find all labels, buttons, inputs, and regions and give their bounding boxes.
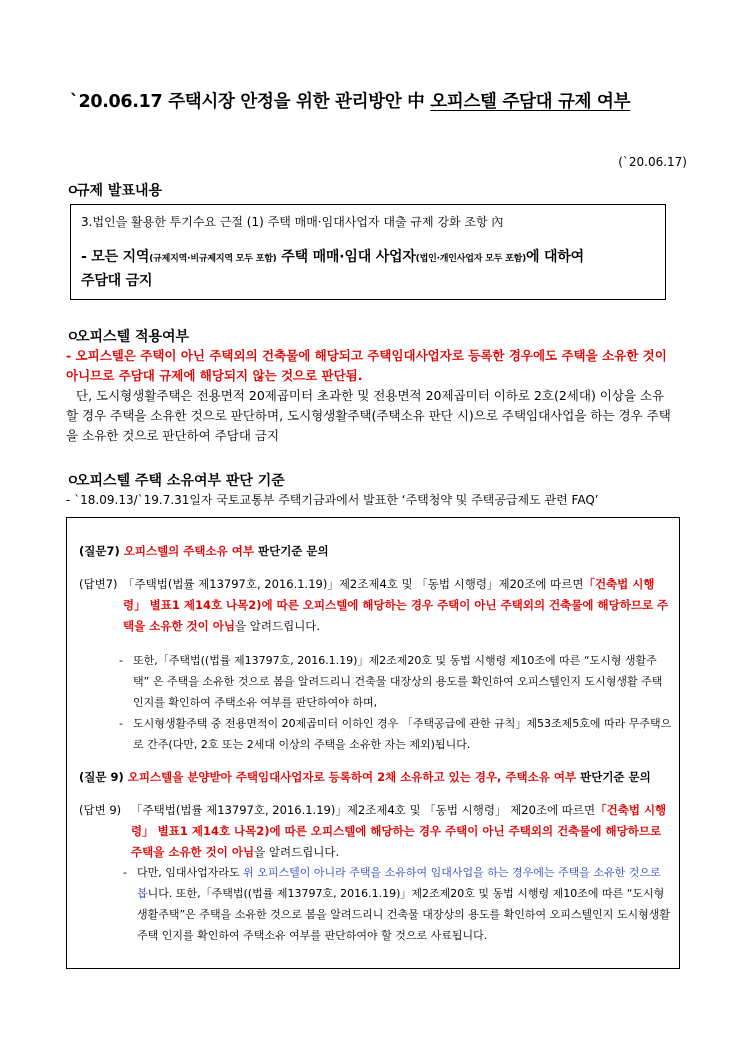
answer-label: (답변 9) (79, 803, 122, 817)
box-text-d: 주담대 금지 (81, 273, 153, 289)
officetel-red-statement: - 오피스텔은 주택이 아닌 주택외의 건축물에 해당되고 주택임대사업자로 등록한 경우에도 주택을 소유한 것이 아니므로 주담대 규제에 해당되지 않는 것으로 판단됨. (66, 348, 667, 383)
dash-bullet: - (119, 654, 123, 667)
box-text-b: 주택 매매·임대 사업자 (276, 249, 416, 265)
dash-bullet: - (123, 866, 127, 879)
box-line: 3.법인을 활용한 투기수요 근절 (1) 주택 매매·임대사업자 대출 규제 강화 조항 內 (81, 215, 504, 229)
box-emphasis (81, 246, 655, 292)
bullet-lessor-exception (123, 862, 673, 946)
bullet-text: 도시형생활주택 중 전용면적이 20제곱미터 이하인 경우 「주택공급에 관한 규칙」제53조제5호에 따라 무주택으로 간주(다만, 2호 또는 2세대 이상의 주택을 소유한 자는 제외)됩니다. (133, 717, 672, 751)
question-9 (79, 769, 651, 785)
title-underlined: 오피스텔 주담대 규제 여부 (430, 92, 631, 112)
answer-tail: 을 알려드립니다. (235, 619, 321, 633)
bullet-small-urban-housing (119, 713, 673, 755)
answer-7 (79, 574, 673, 637)
bullet-blue-text: 위 오피스텔이 아니라 주택을 소유하여 임대사업을 하는 경우에는 주택을 소유한 것으로 봅 (137, 866, 661, 900)
section-heading-text: 오피스텔 주택 소유여부 판단 기준 (76, 473, 285, 489)
question-tail: 판단기준 문의 (253, 544, 329, 558)
faq-source: - `18.09.13/`19.7.31일자 국토교통부 주택기금과에서 발표한 ‘주택청약 및 주택공급제도 관련 FAQ’ (66, 493, 599, 507)
box-text-a-small: (규제지역·비규제지역 모두 포함) (149, 254, 277, 264)
section-heading-text: 규제 발표내용 (76, 183, 163, 199)
question-label: (질문 9) (79, 770, 124, 784)
question-red-text: 오피스텔의 주택소유 여부 (123, 544, 254, 558)
box-text-c: 에 대하여 (526, 249, 585, 265)
box-text-b-small: (법인·개인사업자 모두 포함) (415, 254, 527, 264)
section-heading-criteria (66, 470, 285, 490)
bullet-text-tail: 니다. 또한,「주택법((법률 제13797호, 2016.1.19)」제2조제20호 및 동법 시행령 제10조에 따른 “도시형 생활주택”은 주택을 소유한 것으로 봄을 알려드리니 건축물 대장상의 용도를 확인하여 오피스텔인지 도시형생활주택 인지를 확인하여 주택소유 여부를 판단하여야 할 것으로 사료됩니다. (137, 887, 670, 942)
question-label: (질문7) (79, 544, 120, 558)
bullet-urban-housing (119, 650, 673, 713)
bullet-text: 또한,「주택법((법률 제13797호, 2016.1.19)」제2조제20호 및 동법 시행령 제10조에 따른 “도시형 생활주택” 은 주택을 소유한 것으로 봄을 알려드리니 건축물 대장상의 용도를 확인하여 오피스텔인지 도시형생활 주택 인지를 확인하여 주택소유 여부를 판단하여야 하며, (133, 654, 663, 709)
section-heading-text: 오피스텔 적용여부 (76, 329, 190, 345)
announcement-box (70, 204, 666, 300)
answer-tail: 을 알려드립니다. (254, 845, 340, 859)
answer-body (79, 800, 673, 863)
circle-bullet-icon: ㅇ (66, 473, 80, 489)
bullet-text: 다만, 임대사업자라도 (137, 866, 244, 879)
question-7 (79, 543, 329, 559)
answer-label: (답변7) (79, 577, 118, 591)
answer-9 (79, 800, 673, 863)
document-date: (`20.06.17) (618, 155, 687, 169)
answer-body (79, 574, 673, 637)
question-red-text: 오피스텔을 분양받아 주택임대사업자로 등록하여 2채 소유하고 있는 경우, 주택소유 여부 (127, 770, 577, 784)
section-heading-applicability (66, 326, 189, 346)
page-title (70, 88, 690, 113)
faq-box (66, 517, 680, 969)
circle-bullet-icon: ㅇ (66, 183, 80, 199)
answer-red-text: 「건축법 시행령」 별표1 제14호 나목2)에 따른 오피스텔에 해당하는 경우 주택이 아닌 주택외의 건축물에 해당하므로 주택을 소유한 것이 아님 (123, 577, 669, 633)
answer-text: 「주택법(법률 제13797호, 2016.1.19)」제2조제4호 및 「동법 시행령」제20조에 따르면 (123, 577, 584, 591)
box-text-a: - 모든 지역 (81, 249, 150, 265)
officetel-body-text: 단, 도시형생활주택은 전용면적 20제곱미터 초과한 및 전용면적 20제곱미터 이하로 2호(2세대) 이상을 소유할 경우 주택을 소유한 것으로 판단하며, 도시형생활주택(주택소유 판단 시)으로 주택임대사업을 하는 경우 주택을 소유한 것으로 판단하여 주담대 금지 (66, 388, 671, 443)
dash-bullet: - (119, 717, 123, 730)
title-prefix: `20.06.17 주택시장 안정을 위한 관리방안 中 (70, 92, 431, 112)
section-heading-announcement (66, 180, 162, 200)
circle-bullet-icon: ㅇ (66, 329, 80, 345)
question-tail: 판단기준 문의 (576, 770, 651, 784)
answer-text: 「주택법(법률 제13797호, 2016.1.19)」제2조제4호 및 「동법 시행령」 제20조에 따르면 (131, 803, 596, 817)
answer-red-text: 「건축법 시행령」 별표1 제14호 나목2)에 따른 오피스텔에 해당하는 경우 주택이 아닌 주택외의 건축물에 해당하므로 주택을 소유한 것이 아님 (131, 803, 667, 859)
